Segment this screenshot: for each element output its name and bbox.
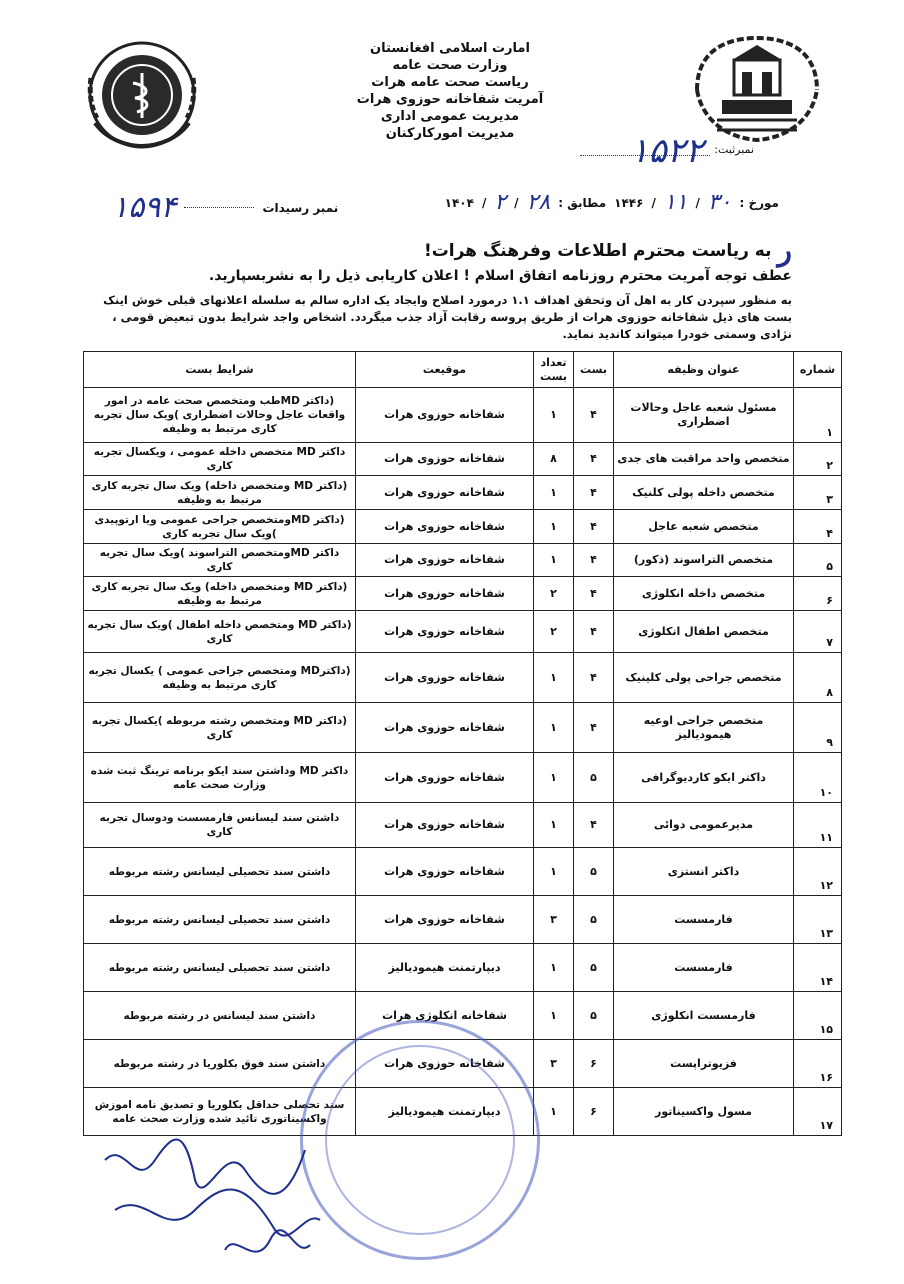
cell-location: شفاخانه حوزوی هرات [356, 476, 534, 510]
cell-grade: ۴ [574, 703, 614, 753]
paragraph-request: عطف توجه آمریت محترم روزنامه اتفاق اسلام ! اعلان کاریابی ذیل را به نشربسپارید. [208, 268, 792, 284]
cell-location: شفاخانه حوزوی هرات [356, 653, 534, 703]
cell-no: ۱۴ [794, 944, 842, 992]
ministry-health-seal [75, 38, 210, 153]
header-block [300, 40, 600, 142]
cell-location: شفاخانه حوزوی هرات [356, 510, 534, 544]
cell-no: ۱۱ [794, 803, 842, 848]
cell-location: شفاخانه حوزوی هرات [356, 703, 534, 753]
table-row [84, 577, 842, 611]
cell-no: ۱۷ [794, 1088, 842, 1136]
cell-location: شفاخانه حوزوی هرات [356, 388, 534, 443]
cell-conditions: داکتر MDومتخصص التراسوند )ویک سال تجربه کاری [84, 544, 356, 577]
table-row [84, 703, 842, 753]
cell-grade: ۵ [574, 992, 614, 1040]
cell-count: ۸ [534, 443, 574, 476]
table-row [84, 476, 842, 510]
cell-grade: ۴ [574, 577, 614, 611]
cell-location: شفاخانه حوزوی هرات [356, 544, 534, 577]
table-row [84, 848, 842, 896]
registration-number: ۱۵۲۲ [630, 131, 704, 171]
cell-location: شفاخانه حوزوی هرات [356, 611, 534, 653]
cell-grade: ۴ [574, 653, 614, 703]
cell-title: فارمسست [614, 896, 794, 944]
header-line: وزارت صحت عامه [392, 58, 508, 73]
cell-no: ۱۳ [794, 896, 842, 944]
cell-grade: ۵ [574, 848, 614, 896]
cell-grade: ۴ [574, 388, 614, 443]
cell-no: ۱۵ [794, 992, 842, 1040]
cell-conditions: (داکتر MD ومتخصص رشته مربوطه )یکسال تجربه کاری [84, 703, 356, 753]
table-row [84, 443, 842, 476]
table-header-row [84, 352, 842, 388]
cell-no: ۱۲ [794, 848, 842, 896]
cell-no: ۳ [794, 476, 842, 510]
cell-count: ۱ [534, 703, 574, 753]
addressee-text: به ریاست محترم اطلاعات وفرهنگ هرات! [423, 240, 772, 261]
table-row [84, 753, 842, 803]
receipt-line [112, 190, 338, 225]
cell-title: متخصص واحد مراقبت های جدی [614, 443, 794, 476]
cell-count: ۲ [534, 577, 574, 611]
cell-count: ۱ [534, 992, 574, 1040]
handwritten-mark-icon: ر [777, 233, 792, 268]
cell-conditions: (داکترMD ومتخصص جراحی عمومی ) یکسال تجربه کاری مرتبط به وظیفه [84, 653, 356, 703]
header-no: شماره [794, 352, 842, 388]
cell-no: ۱۰ [794, 753, 842, 803]
table-row [84, 803, 842, 848]
header-location: موقیعت [356, 352, 534, 388]
cell-title: متخصص داخله پولی کلنیک [614, 476, 794, 510]
cell-title: متخصص جراحی پولی کلینیک [614, 653, 794, 703]
cell-title: متخصص جراحی اوعیه هیمودیالیز [614, 703, 794, 753]
cell-count: ۳ [534, 1040, 574, 1088]
table-row [84, 653, 842, 703]
registration-line [580, 131, 754, 171]
cell-title: متخصص التراسوند (ذکور) [614, 544, 794, 577]
cell-count: ۲ [534, 611, 574, 653]
header-line: امارت اسلامی افغانستان [370, 41, 530, 56]
header-line: مدیریت امورکارکنان [385, 126, 515, 141]
cell-grade: ۴ [574, 510, 614, 544]
paragraph-intro: به منظور سپردن کار به اهل آن وتحقق اهداف ۱.۱ درمورد اصلاح وایجاد یک اداره سالم به سلسله اعلانهای قبلی خوش اینک بست های ذیل شفاخانه حوزوی هرات از طریق پروسه رقابت آزاد جذب میگردد. اشخاص واجد شرایط بدون تبعیض قومی ، نژادی وسمتی خودرا میتواند کاندید نماید. [103, 293, 792, 341]
cell-title: مسول واکسیناتور [614, 1088, 794, 1136]
cell-conditions: (داکتر MD ومتخصص داخله) ویک سال تجربه کاری مرتبط به وظیفه [84, 577, 356, 611]
cell-count: ۱ [534, 510, 574, 544]
emirate-emblem [682, 30, 832, 150]
cell-location: شفاخانه حوزوی هرات [356, 896, 534, 944]
cell-count: ۳ [534, 896, 574, 944]
cell-title: متخصص شعبه عاجل [614, 510, 794, 544]
cell-grade: ۴ [574, 611, 614, 653]
cell-location: شفاخانه حوزوی هرات [356, 443, 534, 476]
cell-count: ۱ [534, 476, 574, 510]
cell-conditions: داشتن سند تحصیلی لیسانس رشته مربوطه [84, 944, 356, 992]
date-day: ۳۰ [707, 190, 732, 215]
cell-conditions: (داکتر MD ومتخصص داخله اطفال )ویک سال تجربه کاری [84, 611, 356, 653]
cell-conditions: داشتن سند تحصیلی لیسانس رشته مربوطه [84, 848, 356, 896]
cell-location: دیپارتمنت هیمودیالیز [356, 944, 534, 992]
cell-no: ۲ [794, 443, 842, 476]
vacancies-table [83, 351, 842, 1136]
date-year-hijri: ۱۴۴۶ [614, 195, 644, 210]
cell-no: ۷ [794, 611, 842, 653]
header-conditions: شرایط بست [84, 352, 356, 388]
cell-conditions: داشتن سند لیسانس فارمسست ودوسال تجربه کاری [84, 803, 356, 848]
date-matching-label: مطابق : [558, 195, 607, 210]
cell-count: ۱ [534, 753, 574, 803]
cell-conditions: (داکتر MDومتخصص جراحی عمومی ویا ارتوپیدی )ویک سال تجربه کاری [84, 510, 356, 544]
header-title: عنوان وظیفه [614, 352, 794, 388]
cell-no: ۶ [794, 577, 842, 611]
addressee [424, 233, 792, 268]
cell-title: متخصص داخله انکلوژی [614, 577, 794, 611]
cell-grade: ۴ [574, 443, 614, 476]
cell-conditions: (داکتر MD ومتخصص داخله) ویک سال تجربه کاری مرتبط به وظیفه [84, 476, 356, 510]
handwritten-signature [95, 1120, 335, 1280]
cell-location: دیپارتمنت هیمودیالیز [356, 1088, 534, 1136]
table-row [84, 388, 842, 443]
cell-location: شفاخانه انکلوژی هرات [356, 992, 534, 1040]
date-day2: ۲۸ [526, 190, 551, 215]
cell-location: شفاخانه حوزوی هرات [356, 803, 534, 848]
table-row [84, 611, 842, 653]
cell-title: فزیوتراپست [614, 1040, 794, 1088]
cell-no: ۹ [794, 703, 842, 753]
cell-grade: ۶ [574, 1088, 614, 1136]
table-row [84, 544, 842, 577]
cell-grade: ۵ [574, 753, 614, 803]
official-stamp [300, 1020, 540, 1260]
receipt-number: ۱۵۹۴ [112, 190, 177, 225]
cell-count: ۱ [534, 544, 574, 577]
header-count: تعداد بست [534, 352, 574, 388]
cell-grade: ۴ [574, 476, 614, 510]
cell-title: مدیرعمومی دوائی [614, 803, 794, 848]
header-line: مدیریت عمومی اداری [380, 109, 520, 124]
table-row [84, 510, 842, 544]
cell-count: ۱ [534, 1088, 574, 1136]
cell-conditions: داکتر MD وداشتن سند ایکو برنامه ترینگ ثبت شده وزارت صحت عامه [84, 753, 356, 803]
date-month2: ۲ [494, 190, 507, 215]
cell-location: شفاخانه حوزوی هرات [356, 1040, 534, 1088]
date-month: ۱۱ [663, 190, 688, 215]
cell-conditions: داشتن سند لیسانس در رشته مربوطه [84, 992, 356, 1040]
cell-no: ۵ [794, 544, 842, 577]
date-year-solar: ۱۴۰۴ [444, 195, 474, 210]
cell-title: داکتر ایکو کاردیوگرافی [614, 753, 794, 803]
cell-grade: ۴ [574, 544, 614, 577]
receipt-label: نمبر رسیدات [262, 200, 339, 215]
cell-location: شفاخانه حوزوی هرات [356, 577, 534, 611]
cell-no: ۴ [794, 510, 842, 544]
cell-grade: ۵ [574, 944, 614, 992]
cell-location: شفاخانه حوزوی هرات [356, 848, 534, 896]
cell-conditions: داکتر MD متخصص داخله عمومی ، ویکسال تجربه کاری [84, 443, 356, 476]
cell-no: ۱ [794, 388, 842, 443]
cell-conditions: داشتن سند فوق بکلوریا در رشته مربوطه [84, 1040, 356, 1088]
header-grade: بست [574, 352, 614, 388]
cell-grade: ۵ [574, 896, 614, 944]
registration-label: نمبرثبت: [714, 143, 754, 156]
date-line: مورخ : ۳۰ / ۱۱ / ۱۴۴۶ مطابق : ۲۸ / ۲ / ۱۴۰۴ [444, 190, 779, 215]
header-line: ریاست صحت عامه هرات [371, 75, 529, 90]
cell-title: متخصص اطفال انکلوژی [614, 611, 794, 653]
cell-conditions: (داکتر MDطب ومتخصص صحت عامه در امور واقعات عاجل وحالات اضطراری )ویک سال تجربه کاری مرتبط به وظیفه [84, 388, 356, 443]
cell-title: فارمسست [614, 944, 794, 992]
cell-conditions: سند تحصلی حداقل بکلوریا و تصدیق نامه اموزش واکسیناتوری تائید شده وزارت صحت عامه [84, 1088, 356, 1136]
cell-title: مسئول شعبه عاجل وحالات اضطراری [614, 388, 794, 443]
cell-grade: ۶ [574, 1040, 614, 1088]
cell-title: فارمسست انکلوژی [614, 992, 794, 1040]
cell-location: شفاخانه حوزوی هرات [356, 753, 534, 803]
cell-no: ۱۶ [794, 1040, 842, 1088]
cell-count: ۱ [534, 944, 574, 992]
cell-count: ۱ [534, 803, 574, 848]
cell-count: ۱ [534, 388, 574, 443]
cell-title: داکتر انستزی [614, 848, 794, 896]
cell-count: ۱ [534, 848, 574, 896]
date-label: مورخ : [739, 195, 779, 210]
cell-count: ۱ [534, 653, 574, 703]
registration-field [580, 131, 710, 171]
cell-no: ۸ [794, 653, 842, 703]
table-row [84, 896, 842, 944]
cell-grade: ۴ [574, 803, 614, 848]
table-row [84, 944, 842, 992]
cell-conditions: داشتن سند تحصیلی لیسانس رشته مربوطه [84, 896, 356, 944]
header-line: آمریت شفاخانه حوزوی هرات [356, 92, 544, 107]
